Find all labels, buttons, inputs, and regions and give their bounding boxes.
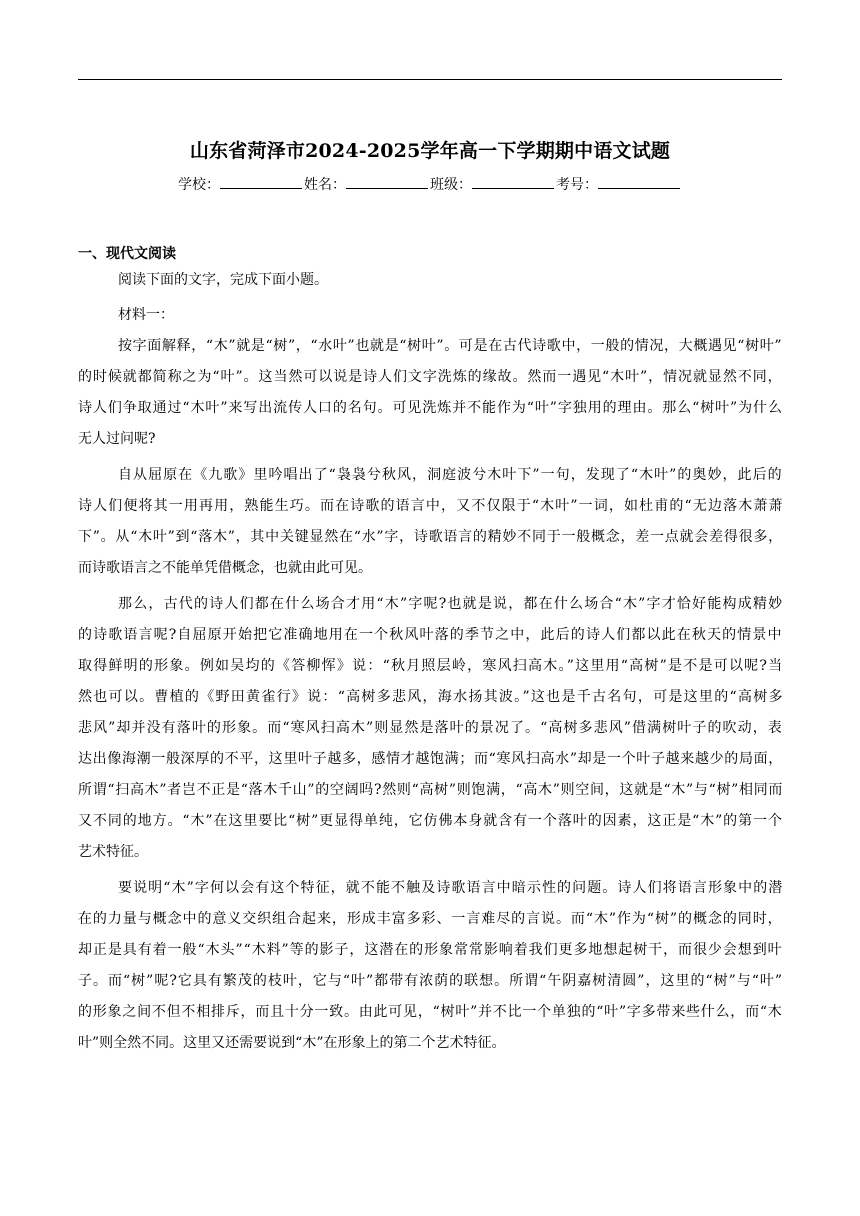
paragraph-3-line-8: 又不同的地方。“木”在这里要比“树”更显得单纯，它仿佛本身就含有一个落叶的因素，这正是“木”的第一个 [78, 813, 783, 829]
exam-no-label: 考号： [556, 177, 598, 193]
paragraph-3-line-5: 悲风”却并没有落叶的形象。而“寒风扫高木”则显然是落叶的景况了。“高树多悲风”借满树叶子的吹动，表 [78, 720, 783, 736]
section-heading: 一、现代文阅读 [78, 246, 176, 262]
name-blank [346, 174, 428, 189]
header-rule [78, 79, 782, 80]
paragraph-3-line-3: 取得鲜明的形象。例如吴均的《答柳恽》说：“秋月照层岭，寒风扫高木。”这里用“高树”是不是可以呢?当 [78, 658, 784, 674]
paragraph-3-line-4: 然也可以。曹植的《野田黄雀行》说：“高树多悲风，海水扬其波。”这也是千古名句，可是这里的“高树多 [78, 689, 784, 705]
paragraph-3-line-7: 所谓“扫高木”者岂不正是“落木千山”的空阔吗?然则“高树”则饱满，“高木”则空间，这就是“木”与“树”相同而 [78, 782, 784, 798]
paragraph-1-line-1: 按字面解释，“木”就是“树”，“水叶”也就是“树叶”。可是在古代诗歌中，一般的情况，大概遇见“树叶” [118, 338, 783, 354]
material-label: 材料一： [118, 307, 174, 323]
reading-instruction: 阅读下面的文字，完成下面小题。 [118, 272, 328, 288]
name-label: 姓名： [304, 177, 346, 193]
paragraph-4-line-2: 在的力量与概念中的意义交织组合起来，形成丰富多彩、一言难尽的言说。而“木”作为“树”的概念的同时， [78, 911, 783, 927]
paragraph-3-line-2: 的诗歌语言呢?自屈原开始把它准确地用在一个秋风叶落的季节之中，此后的诗人们都以此在秋天的情景中 [78, 627, 783, 643]
class-label: 班级： [430, 177, 472, 193]
paragraph-4-line-4: 子。而“树”呢?它具有繁茂的枝叶，它与“叶”都带有浓荫的联想。所谓“午阴嘉树清圆”，这里的“树”与“叶” [78, 973, 784, 989]
paragraph-1-line-4: 无人过问呢? [78, 431, 156, 447]
paragraph-4-line-3: 却正是具有着一般“木头”“木料”等的影子，这潜在的形象常常影响着我们更多地想起树干，而很少会想到叶 [78, 942, 783, 958]
paragraph-2-line-2: 诗人们便将其一用再用，熟能生巧。而在诗歌的语言中，又不仅限于“木叶”一词，如杜甫的“无边落木萧萧 [78, 498, 784, 514]
class-blank [472, 174, 554, 189]
paragraph-4-line-5: 的形象之间不但不相排斥，而且十分一致。由此可见，“树叶”并不比一个单独的“叶”字多带来些什么，而“木 [78, 1004, 783, 1020]
page-title: 山东省菏泽市2024-2025学年高一下学期期中语文试题 [189, 140, 671, 162]
paragraph-2-line-3: 下”。从“木叶”到“落木”，其中关键显然在“水”字，诗歌语言的精妙不同于一般概念，差一点就会差得很多， [78, 529, 783, 545]
paragraph-3-line-9: 艺术特征。 [78, 844, 148, 860]
paragraph-1-line-3: 诗人们争取通过“木叶”来写出流传人口的名句。可见洗炼并不能作为“叶”字独用的理由。那么“树叶”为什么 [78, 400, 783, 416]
paragraph-3-line-1: 那么，古代的诗人们都在什么场合才用“木”字呢?也就是说，都在什么场合“木”字才恰好能构成精妙 [118, 596, 784, 612]
paragraph-1-line-2: 的时候就都简称之为“叶”。这当然可以说是诗人们文字洗炼的缘故。然而一遇见“木叶”，情况就显然不同， [78, 369, 783, 385]
school-label: 学校： [178, 177, 220, 193]
paragraph-2-line-4: 而诗歌语言之不能单凭借概念，也就由此可见。 [78, 560, 372, 576]
paragraph-3-line-6: 达出像海潮一般深厚的不平，这里叶子越多，感情才越饱满；而“寒风扫高水”却是一个叶子越来越少的局面， [78, 751, 783, 767]
student-info-line [78, 174, 782, 194]
paragraph-4-line-1: 要说明“木”字何以会有这个特征，就不能不触及诗歌语言中暗示性的问题。诗人们将语言形象中的潜 [118, 880, 784, 896]
paragraph-4-line-6: 叶”则全然不同。这里又还需要说到“木”在形象上的第二个艺术特征。 [78, 1035, 506, 1051]
exam-no-blank [598, 174, 680, 189]
school-blank [220, 174, 302, 189]
paragraph-2-line-1: 自从屈原在《九歌》里吟唱出了“袅袅兮秋风，洞庭波兮木叶下”一句，发现了“木叶”的奥妙，此后的 [118, 467, 783, 483]
